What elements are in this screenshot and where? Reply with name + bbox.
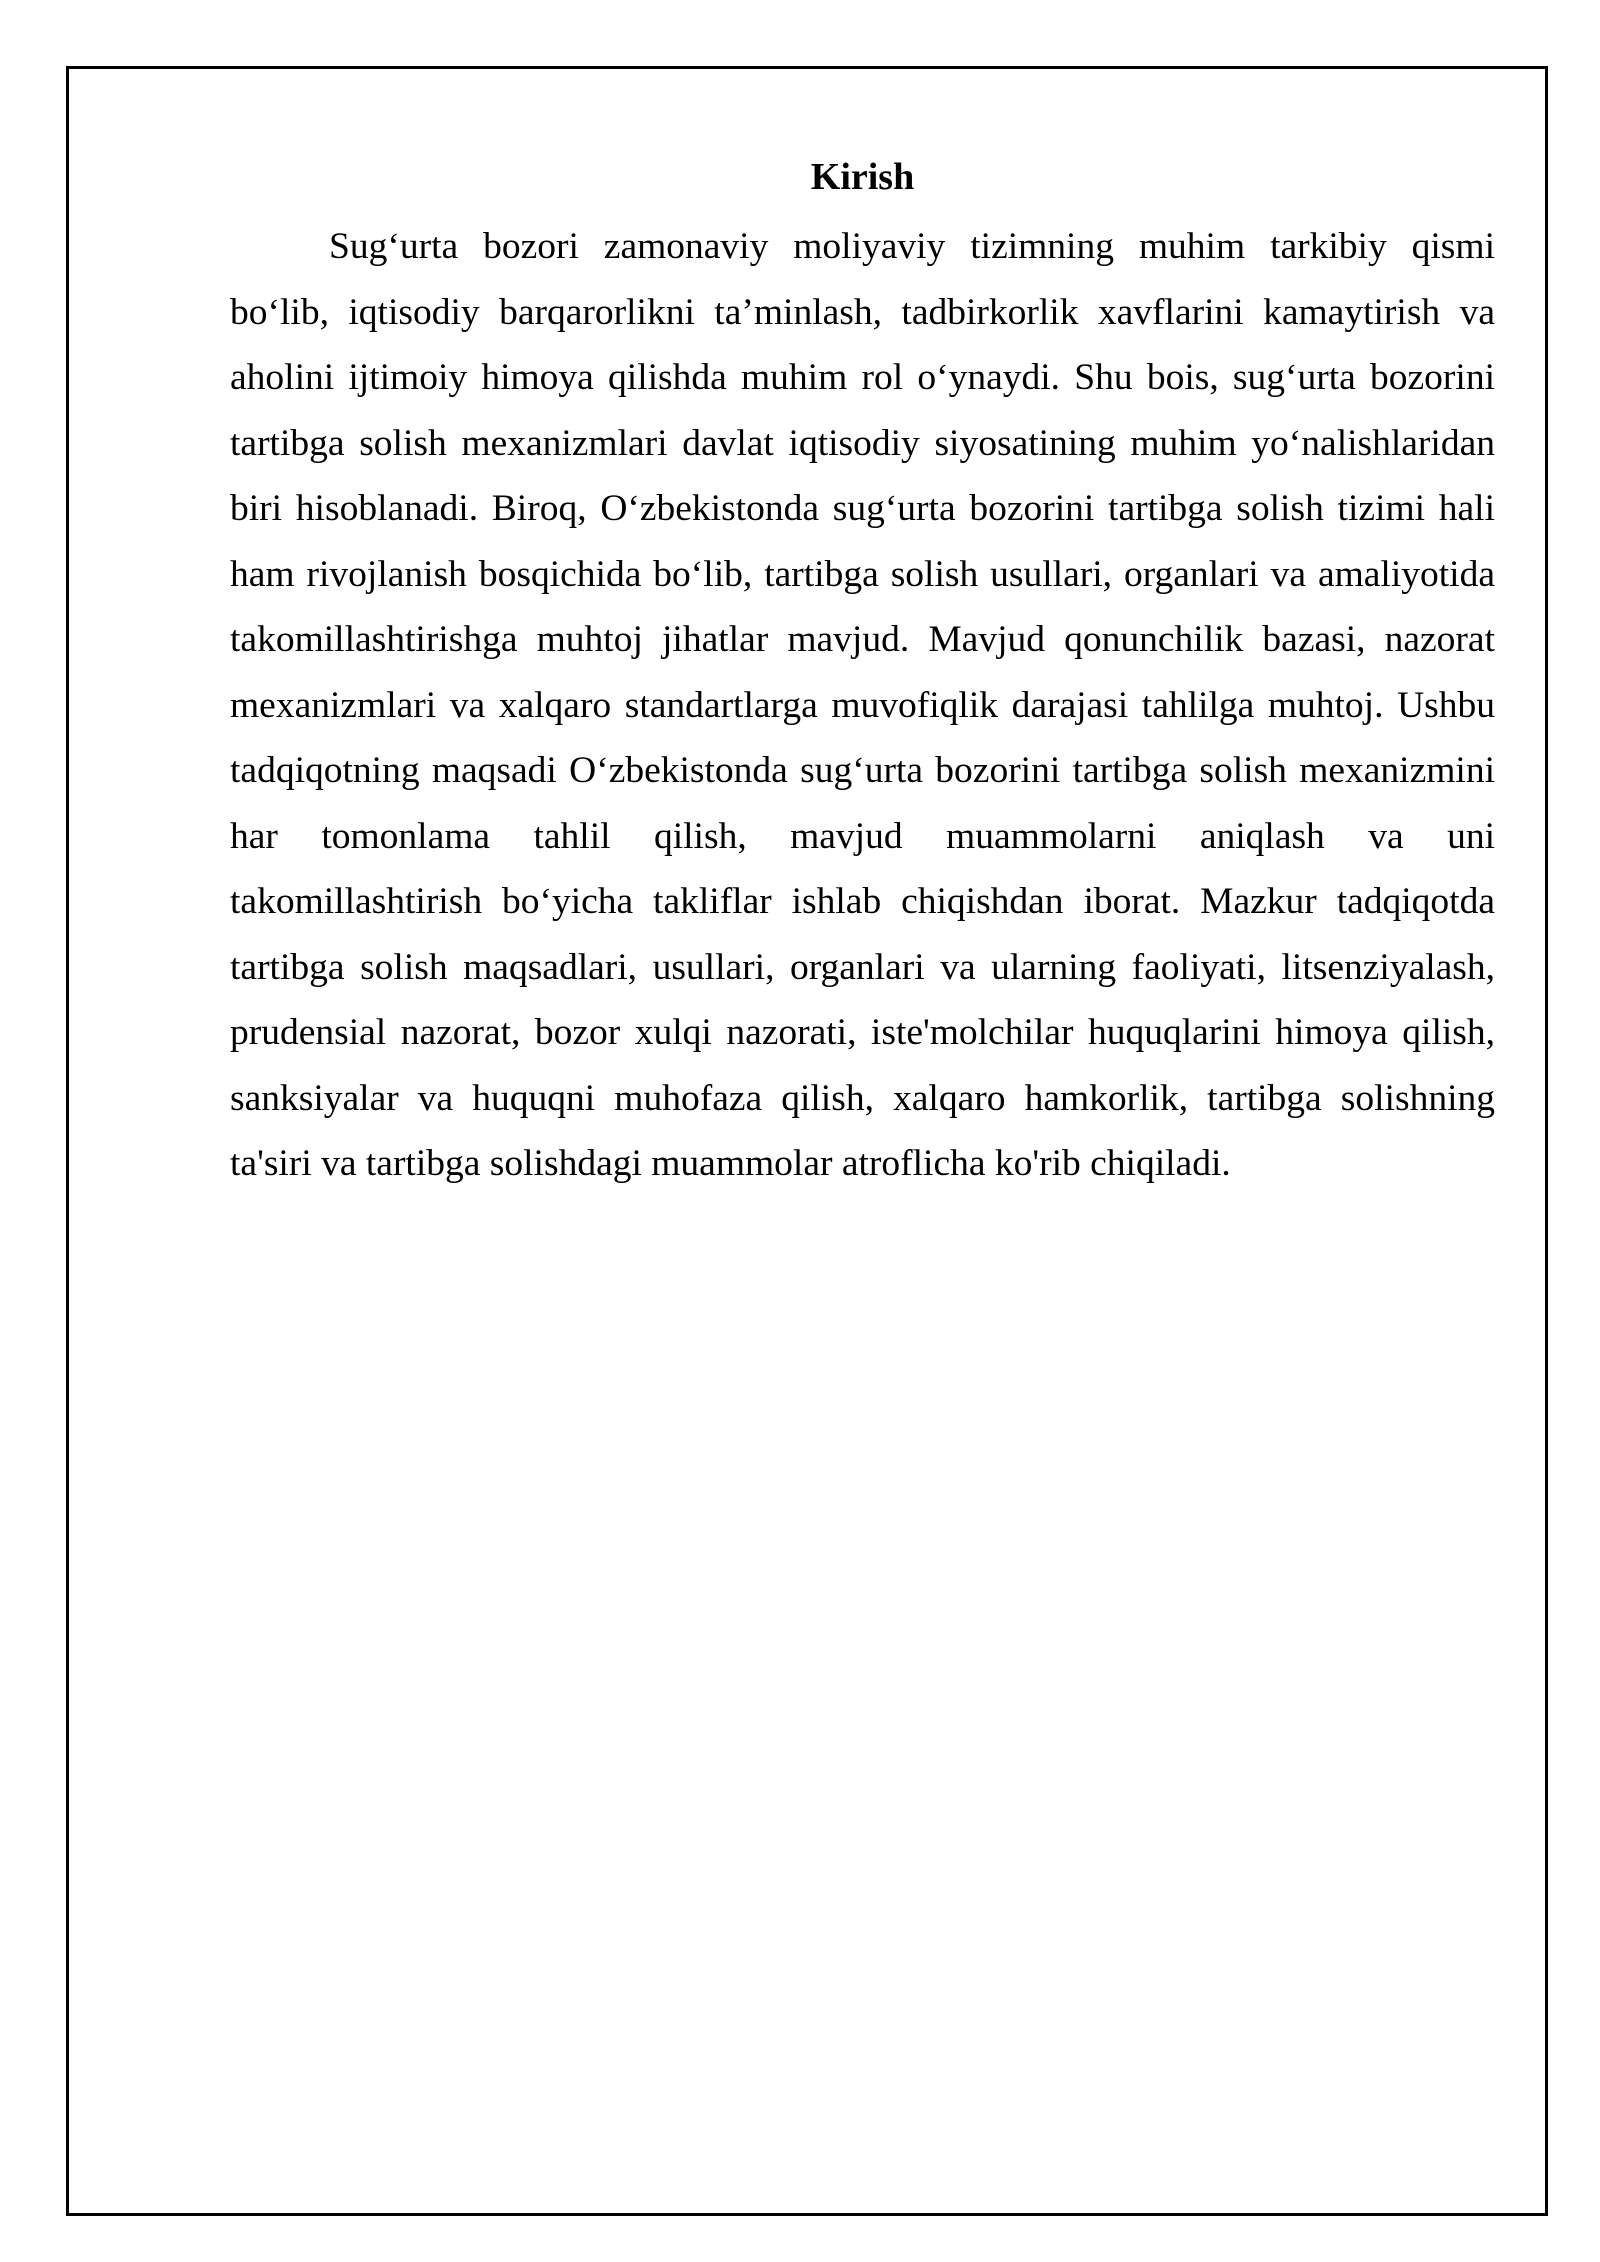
paragraph-line: Sug‘urta bozori zamonaviy moliyaviy tizimning muhim tarkibiy qismi <box>329 226 1495 267</box>
paragraph-line: har tomonlama tahlil qilish, mavjud muammolarni aniqlash va uni <box>230 815 1495 857</box>
paragraph-line: bo‘lib, iqtisodiy barqarorlikni ta’minlash, tadbirkorlik xavflarini kamaytirish va <box>230 291 1495 333</box>
page-title: Kirish <box>810 156 915 198</box>
paragraph-line: tartibga solish maqsadlari, usullari, organlari va ularning faoliyati, litsenziyalash, <box>230 946 1495 988</box>
paragraph-line: takomillashtirishga muhtoj jihatlar mavjud. Mavjud qonunchilik bazasi, nazorat <box>230 619 1495 660</box>
paragraph-line: tartibga solish mexanizmlari davlat iqtisodiy siyosatining muhim yo‘nalishlaridan <box>230 422 1495 464</box>
paragraph-line: takomillashtirish bo‘yicha takliflar ishlab chiqishdan iborat. Mazkur tadqiqotda <box>230 881 1495 922</box>
body-paragraph <box>230 214 1495 1197</box>
paragraph-line: aholini ijtimoiy himoya qilishda muhim rol o‘ynaydi. Shu bois, sug‘urta bozorini <box>230 357 1495 398</box>
paragraph-line: tadqiqotning maqsadi O‘zbekistonda sug‘urta bozorini tartibga solish mexanizmini <box>230 750 1495 791</box>
paragraph-line: ham rivojlanish bosqichida bo‘lib, tartibga solish usullari, organlari va amaliyotida <box>230 553 1495 595</box>
paragraph-line: ta'siri va tartibga solishdagi muammolar atroflicha ko'rib chiqiladi. <box>230 1143 1231 1184</box>
paragraph-line: prudensial nazorat, bozor xulqi nazorati, iste'molchilar huquqlarini himoya qilish, <box>230 1012 1495 1053</box>
paragraph-line: biri hisoblanadi. Biroq, O‘zbekistonda sug‘urta bozorini tartibga solish tizimi hali <box>230 488 1495 529</box>
paragraph-line: mexanizmlari va xalqaro standartlarga muvofiqlik darajasi tahlilga muhtoj. Ushbu <box>230 684 1495 726</box>
paragraph-line: sanksiyalar va huquqni muhofaza qilish, xalqaro hamkorlik, tartibga solishning <box>230 1077 1495 1119</box>
